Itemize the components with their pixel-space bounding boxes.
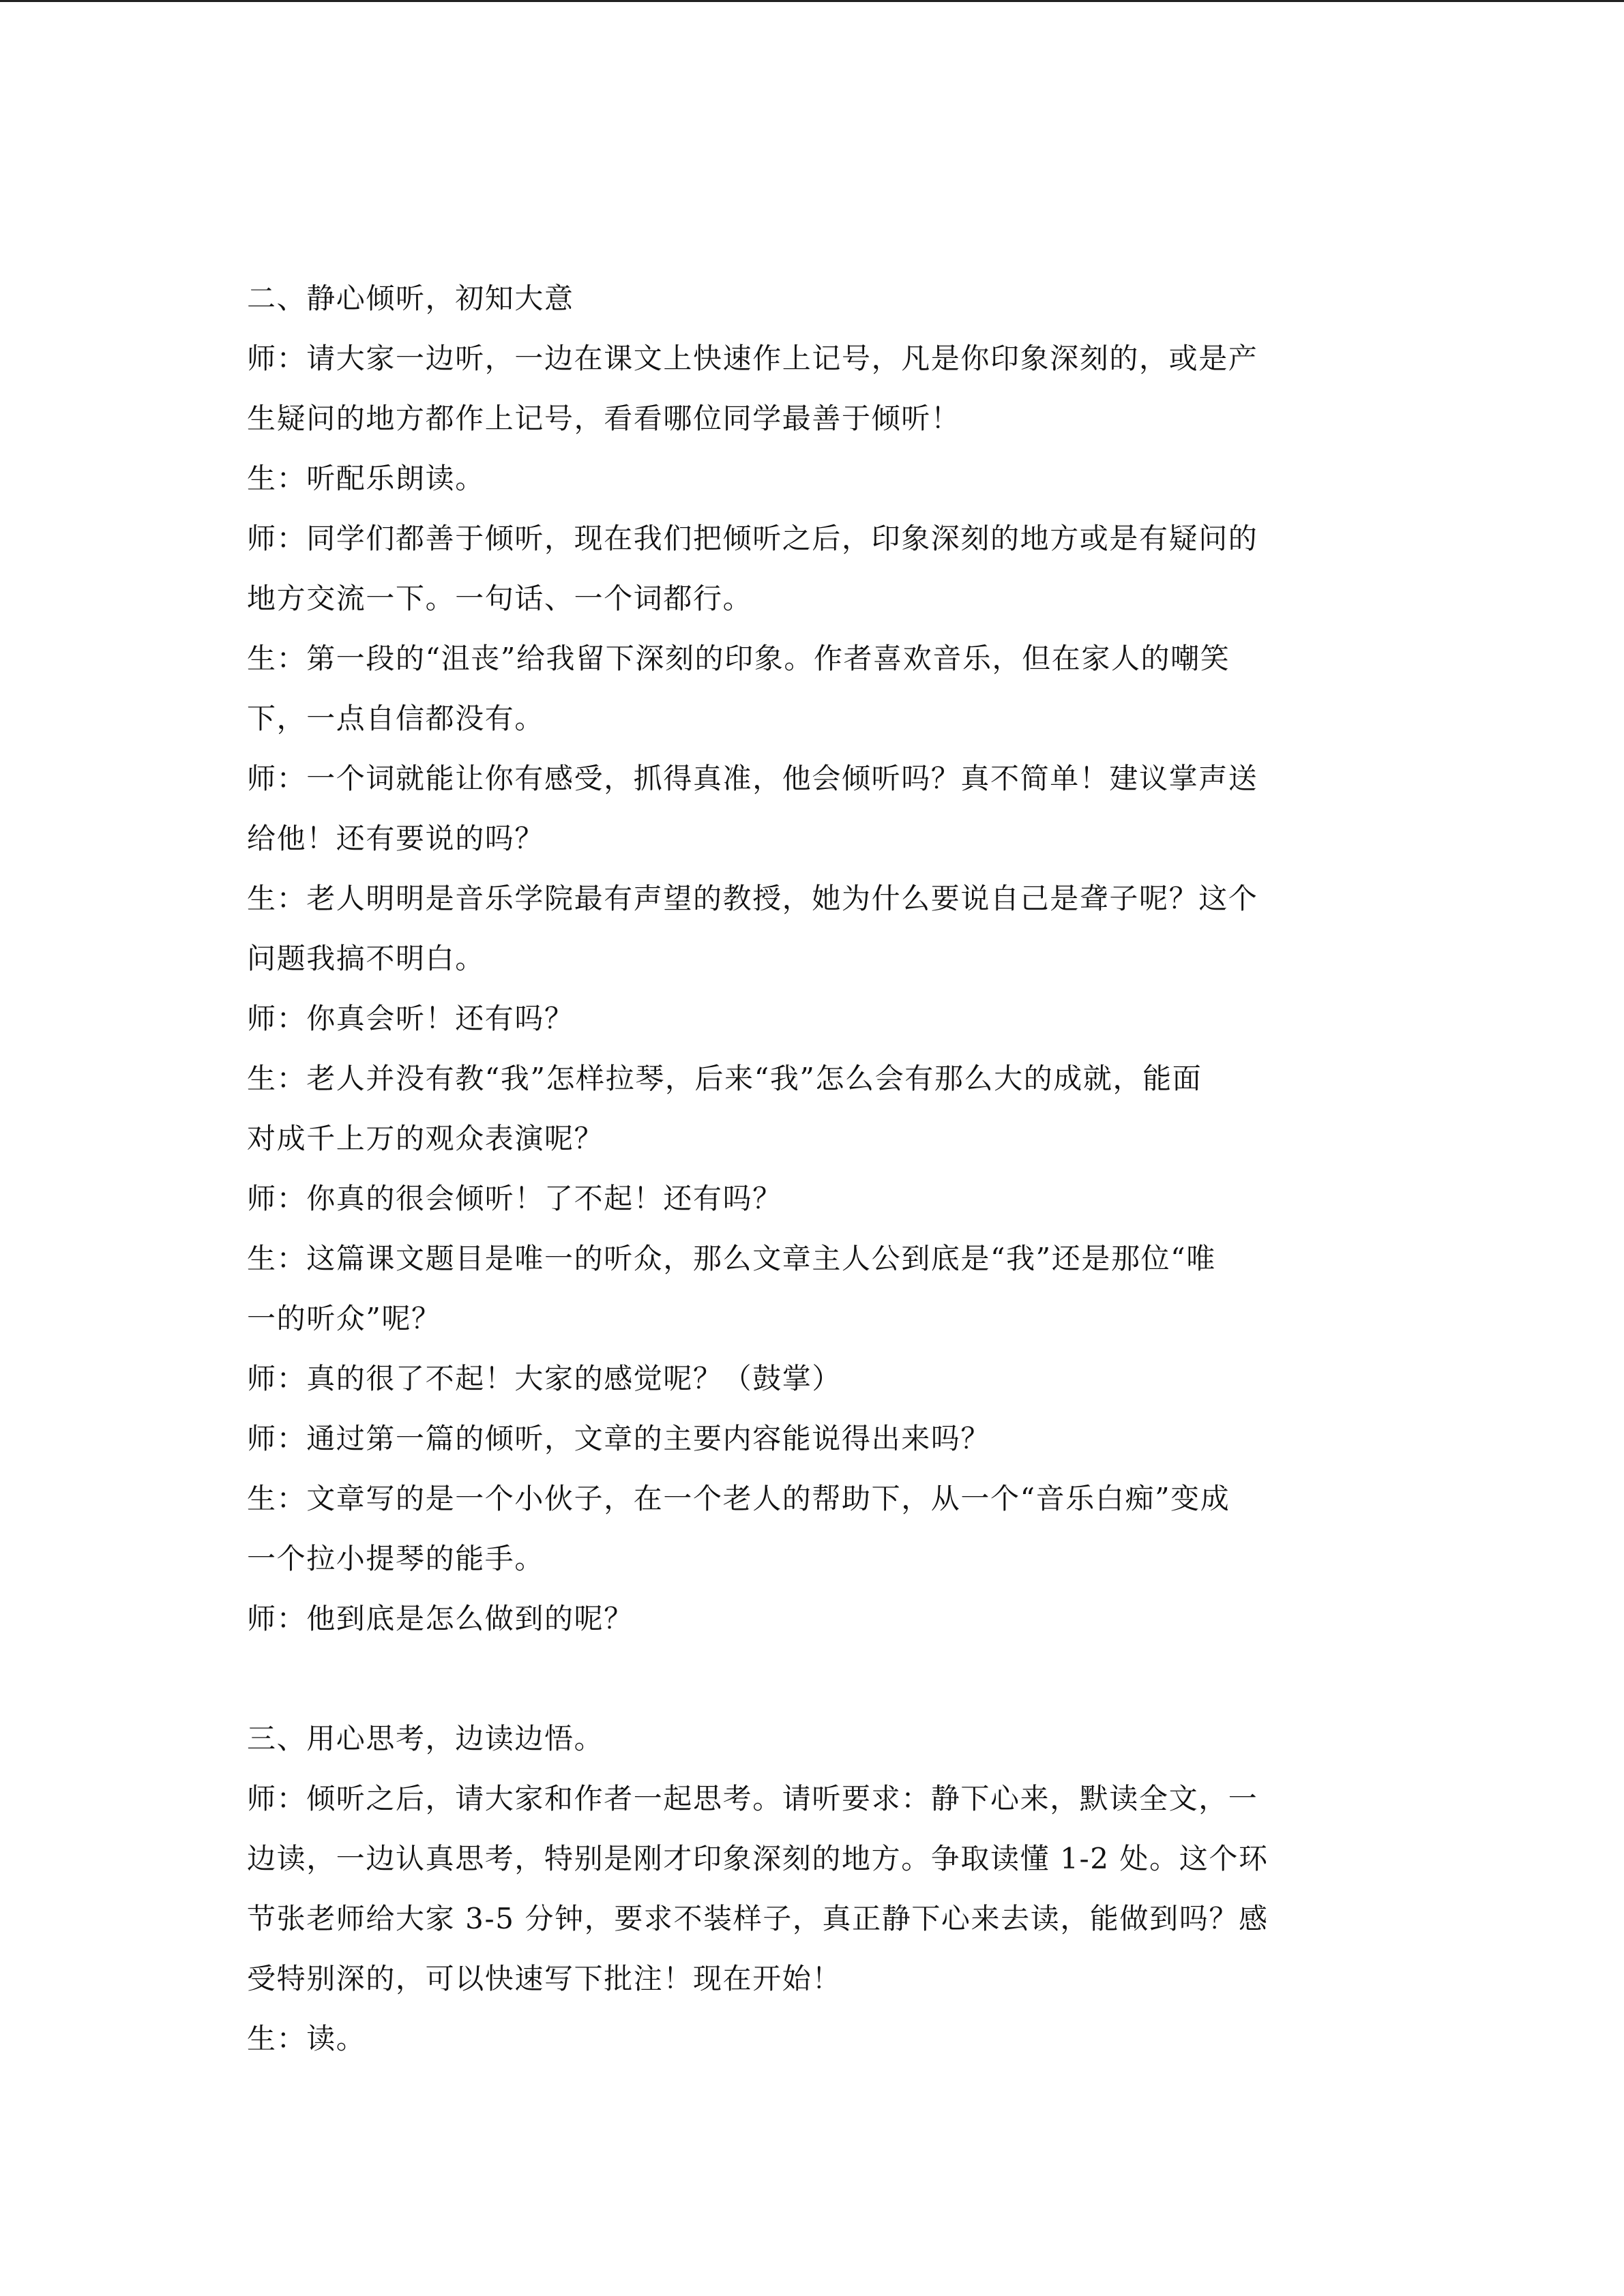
text-line: 边读，一边认真思考，特别是刚才印象深刻的地方。争取读懂 1-2 处。这个环 xyxy=(247,1842,1269,1875)
text-line: 生：这篇课文题目是唯一的听众，那么文章主人公到底是“我”还是那位“唯 xyxy=(247,1242,1216,1275)
text-line: 师：你真的很会倾听！了不起！还有吗？ xyxy=(247,1182,782,1215)
text-line: 师：你真会听！还有吗？ xyxy=(247,1002,574,1035)
text-line: 生：老人并没有教“我”怎样拉琴，后来“我”怎么会有那么大的成就，能面 xyxy=(247,1062,1202,1095)
text-line: 生疑问的地方都作上记号，看看哪位同学最善于倾听！ xyxy=(247,402,961,435)
section-heading: 三、用心思考，边读边悟。 xyxy=(247,1722,604,1755)
text-line: 生：第一段的“沮丧”给我留下深刻的印象。作者喜欢音乐，但在家人的嘲笑 xyxy=(247,642,1230,675)
text-line: 生：听配乐朗读。 xyxy=(247,462,485,495)
text-line: 生：老人明明是音乐学院最有声望的教授，她为什么要说自己是聋子呢？这个 xyxy=(247,882,1258,915)
text-line: 受特别深的，可以快速写下批注！现在开始！ xyxy=(247,1962,842,1995)
text-line: 对成千上万的观众表演呢？ xyxy=(247,1122,604,1155)
document-body xyxy=(247,269,1359,2069)
text-line: 地方交流一下。一句话、一个词都行。 xyxy=(247,582,753,615)
text-line: 生：文章写的是一个小伙子，在一个老人的帮助下，从一个“音乐白痴”变成 xyxy=(247,1482,1230,1515)
text-line: 师：同学们都善于倾听，现在我们把倾听之后，印象深刻的地方或是有疑问的 xyxy=(247,522,1258,555)
section-heading: 二、静心倾听，初知大意 xyxy=(247,282,574,315)
text-line: 师：倾听之后，请大家和作者一起思考。请听要求：静下心来，默读全文，一 xyxy=(247,1782,1258,1815)
text-line: 问题我搞不明白。 xyxy=(247,942,485,975)
text-line: 师：一个词就能让你有感受，抓得真准，他会倾听吗？真不简单！建议掌声送 xyxy=(247,762,1258,795)
page-top-border xyxy=(0,0,1624,2)
text-line: 师：真的很了不起！大家的感觉呢？（鼓掌） xyxy=(247,1362,842,1395)
text-line: 下，一点自信都没有。 xyxy=(247,702,545,735)
text-line: 一的听众”呢？ xyxy=(247,1302,441,1335)
text-line: 师：通过第一篇的倾听，文章的主要内容能说得出来吗？ xyxy=(247,1422,991,1455)
text-line: 给他！还有要说的吗？ xyxy=(247,822,545,855)
text-line: 一个拉小提琴的能手。 xyxy=(247,1542,545,1575)
text-line: 节张老师给大家 3-5 分钟，要求不装样子，真正静下心来去读，能做到吗？感 xyxy=(247,1902,1269,1935)
blank-line xyxy=(247,1649,1359,1709)
text-line: 师：他到底是怎么做到的呢？ xyxy=(247,1602,634,1635)
text-line: 师：请大家一边听，一边在课文上快速作上记号，凡是你印象深刻的，或是产 xyxy=(247,342,1258,375)
text-line: 生：读。 xyxy=(247,2022,366,2055)
